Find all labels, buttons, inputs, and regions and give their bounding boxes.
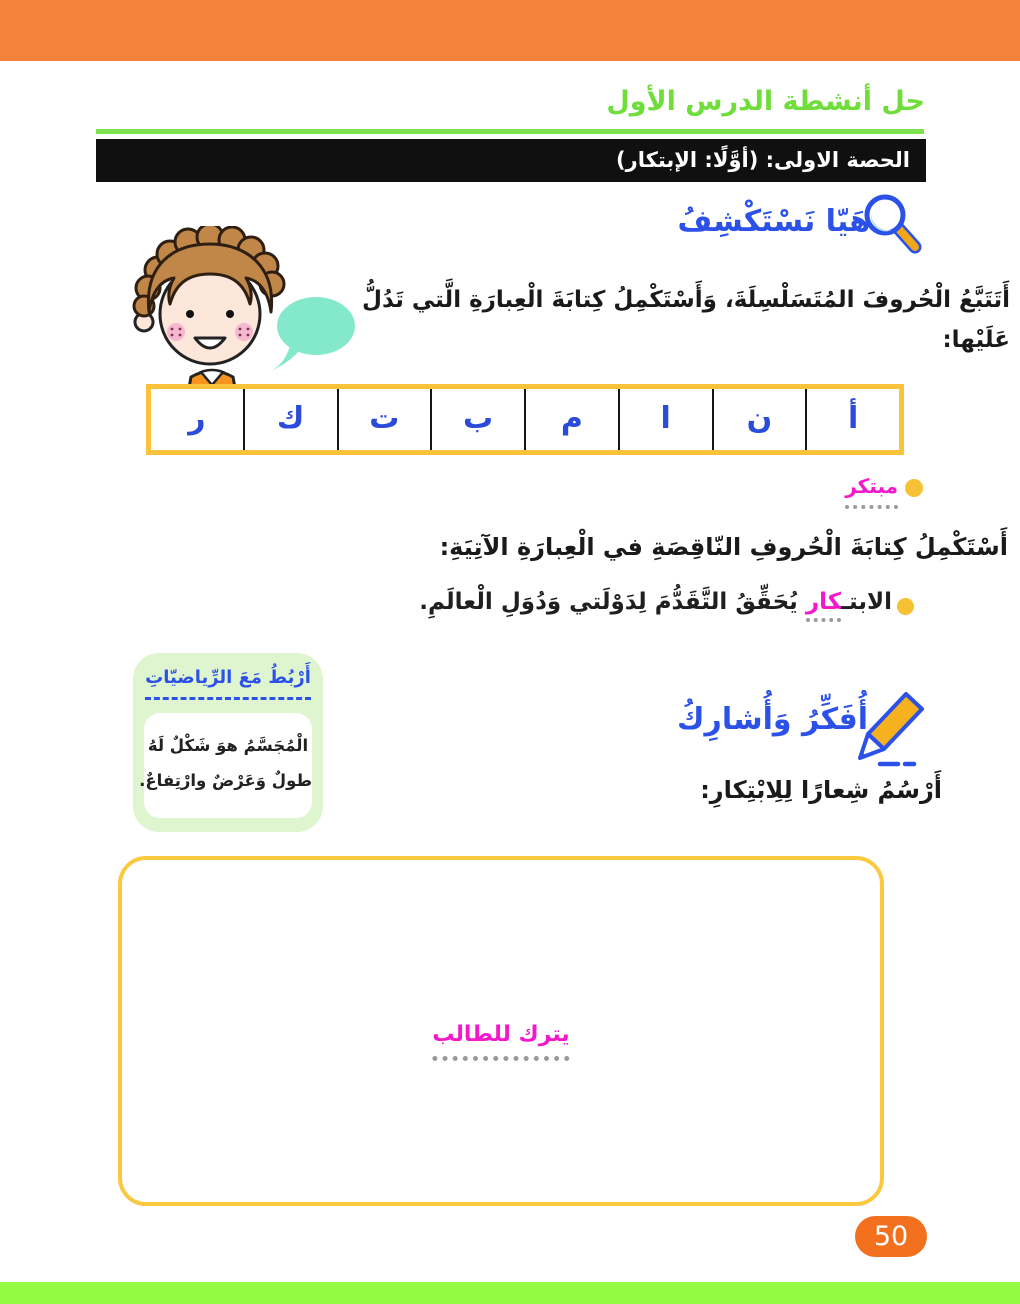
session-bar-text: الحصة الاولى: (أوَّلًا: الإبتكار) — [616, 148, 910, 172]
session-bar — [96, 139, 926, 182]
complete-sentence — [419, 589, 892, 615]
letter-cell: أ — [847, 401, 859, 436]
draw-instruction: أَرْسُمُ شِعارًا لِلِابْتِكارِ: — [700, 776, 942, 804]
letter-cell: م — [526, 389, 620, 450]
bullet-dot — [905, 479, 923, 497]
top-orange-bar — [0, 0, 1020, 61]
math-link-line-1: الْمُجَسَّمُ هوَ شَكْلٌ لَهُ — [147, 736, 309, 755]
title-underline — [96, 129, 924, 134]
answer-label — [845, 474, 898, 498]
bottom-green-bar — [0, 1282, 1020, 1304]
drawing-area — [118, 856, 884, 1206]
student-note: يترك للطالب — [432, 1022, 569, 1061]
sentence-filled-letters: كار — [806, 589, 841, 622]
cheek-left — [167, 323, 185, 341]
explore-instruction — [362, 280, 1010, 360]
letter-cell: ب — [432, 389, 526, 450]
explore-heading: هَيّا نَسْتَكْشِفُ — [677, 204, 870, 239]
sentence-rest: يُحَقِّقُ التَّقَدُّمَ لِدَوْلَتي وَدُوَلِ الْعالَمِ. — [419, 589, 806, 615]
eye-right — [226, 310, 234, 318]
eye-left — [186, 310, 194, 318]
lesson-title: حل أنشطة الدرس الأول — [606, 86, 925, 117]
letter-cell: ن — [714, 389, 808, 450]
answer-label-text: مبتكر — [845, 474, 898, 509]
math-link-line-2: طولٌ وَعَرْضٌ وارْتِفاعٌ. — [139, 771, 312, 790]
instruction-line-1: أَتَتَبَّعُ الْحُروفَ المُتَسَلْسِلَةَ، وَأَسْتَكْمِلُ كِتابَةَ الْعِبارَةِ الَّتي تَدُلُّ — [362, 287, 1010, 313]
sentence-prefix: الابتـ — [841, 589, 892, 615]
page-number-badge — [855, 1216, 927, 1257]
letter-cell: ت — [339, 389, 433, 450]
math-link-title-text: أَرْبُطُ مَعَ الرِّياضيّاتِ — [145, 667, 311, 700]
pencil-icon — [858, 688, 930, 768]
instruction-line-2: عَلَيْها: — [942, 327, 1010, 353]
bullet-dot — [897, 598, 914, 615]
letter-cell: ك — [245, 389, 339, 450]
math-link-title — [133, 667, 323, 688]
page-number: 50 — [873, 1221, 909, 1252]
think-share-heading: أُفَكِّرُ وَأُشارِكُ — [677, 702, 868, 737]
speech-bubble — [267, 297, 355, 373]
cheek-right — [235, 323, 253, 341]
letters-table — [146, 384, 904, 455]
letter-cell: ا — [620, 389, 714, 450]
math-link-box — [133, 653, 323, 832]
complete-heading: أَسْتَكْمِلُ كِتابَةَ الْحُروفِ النّاقِصَةِ في الْعِبارَةِ الآتِيَةِ: — [439, 533, 1008, 561]
math-link-body — [139, 713, 312, 818]
letter-cell: ر — [151, 389, 245, 450]
